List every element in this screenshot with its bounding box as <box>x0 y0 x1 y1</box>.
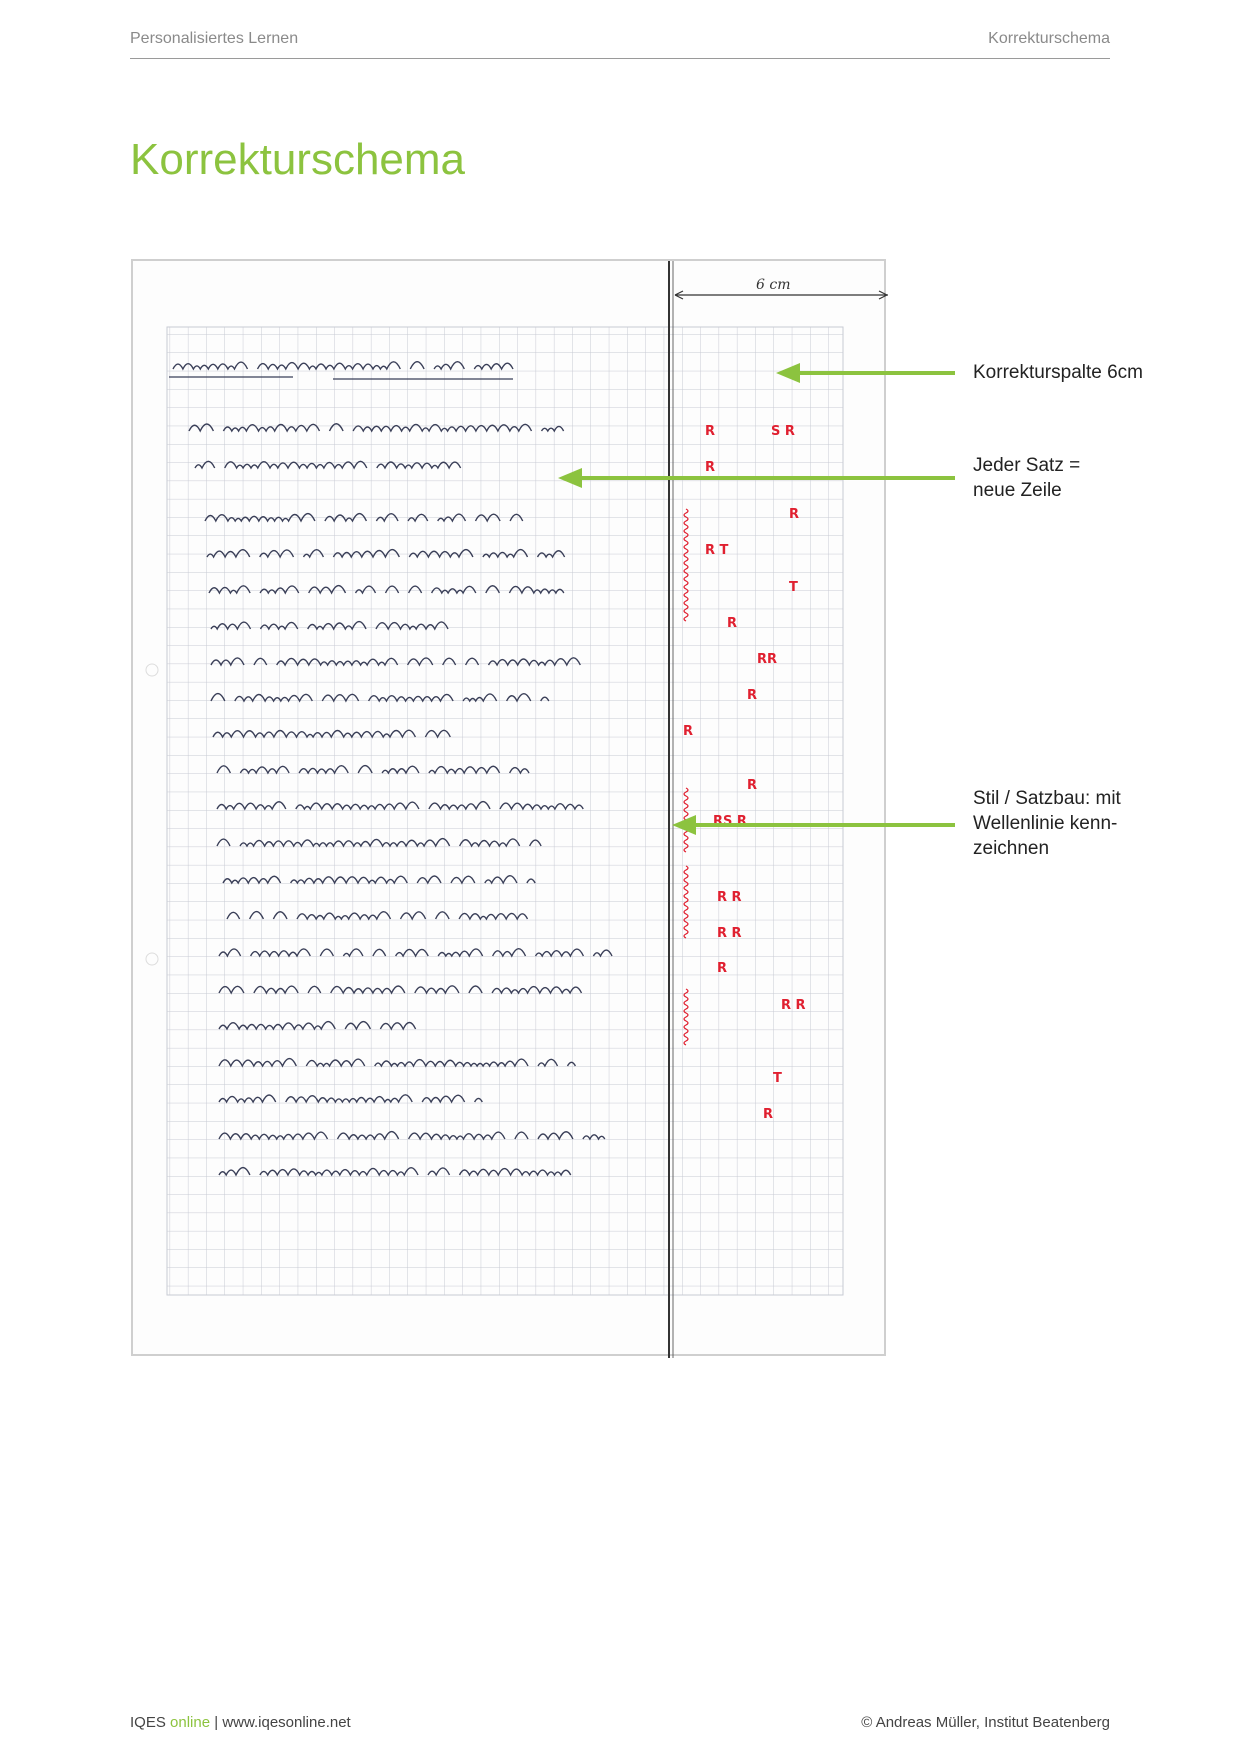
header-left: Personalisiertes Lernen <box>130 30 299 47</box>
correction-mark: R R <box>717 926 742 941</box>
footer-brand: IQES <box>130 1714 166 1731</box>
correction-mark: RR <box>757 652 778 667</box>
correction-mark: R <box>705 460 716 475</box>
correction-mark: R <box>763 1107 774 1122</box>
annotation-style: Stil / Satzbau: mit Wellenlinie kenn- zeichnen <box>973 788 1121 859</box>
correction-mark: R T <box>705 543 729 558</box>
annotation-correction-column: Korrekturspalte 6cm <box>973 362 1144 383</box>
correction-mark: R <box>747 778 758 793</box>
page-title: Korrekturschema <box>130 135 466 184</box>
correction-mark: R <box>747 688 758 703</box>
dimension-label: 6 cm <box>756 277 791 293</box>
correction-mark: T <box>773 1071 782 1086</box>
correction-mark: S R <box>771 424 795 439</box>
correction-mark: R <box>683 724 694 739</box>
footer-left <box>130 1714 351 1731</box>
correction-mark: R <box>727 616 738 631</box>
correction-mark: RS R <box>713 814 747 829</box>
correction-mark: T <box>789 580 798 595</box>
correction-mark: R R <box>781 998 806 1013</box>
footer-copyright: © Andreas Müller, Institut Beatenberg <box>861 1714 1110 1731</box>
footer-brand-accent: online <box>170 1714 211 1731</box>
footer-site: | www.iqesonline.net <box>214 1714 351 1731</box>
annotation-new-line: Jeder Satz = neue Zeile <box>973 455 1081 501</box>
correction-mark: R <box>705 424 716 439</box>
correction-mark: R <box>717 961 728 976</box>
header-right: Korrekturschema <box>988 30 1110 47</box>
correction-mark: R <box>789 507 800 522</box>
correction-mark: R R <box>717 890 742 905</box>
